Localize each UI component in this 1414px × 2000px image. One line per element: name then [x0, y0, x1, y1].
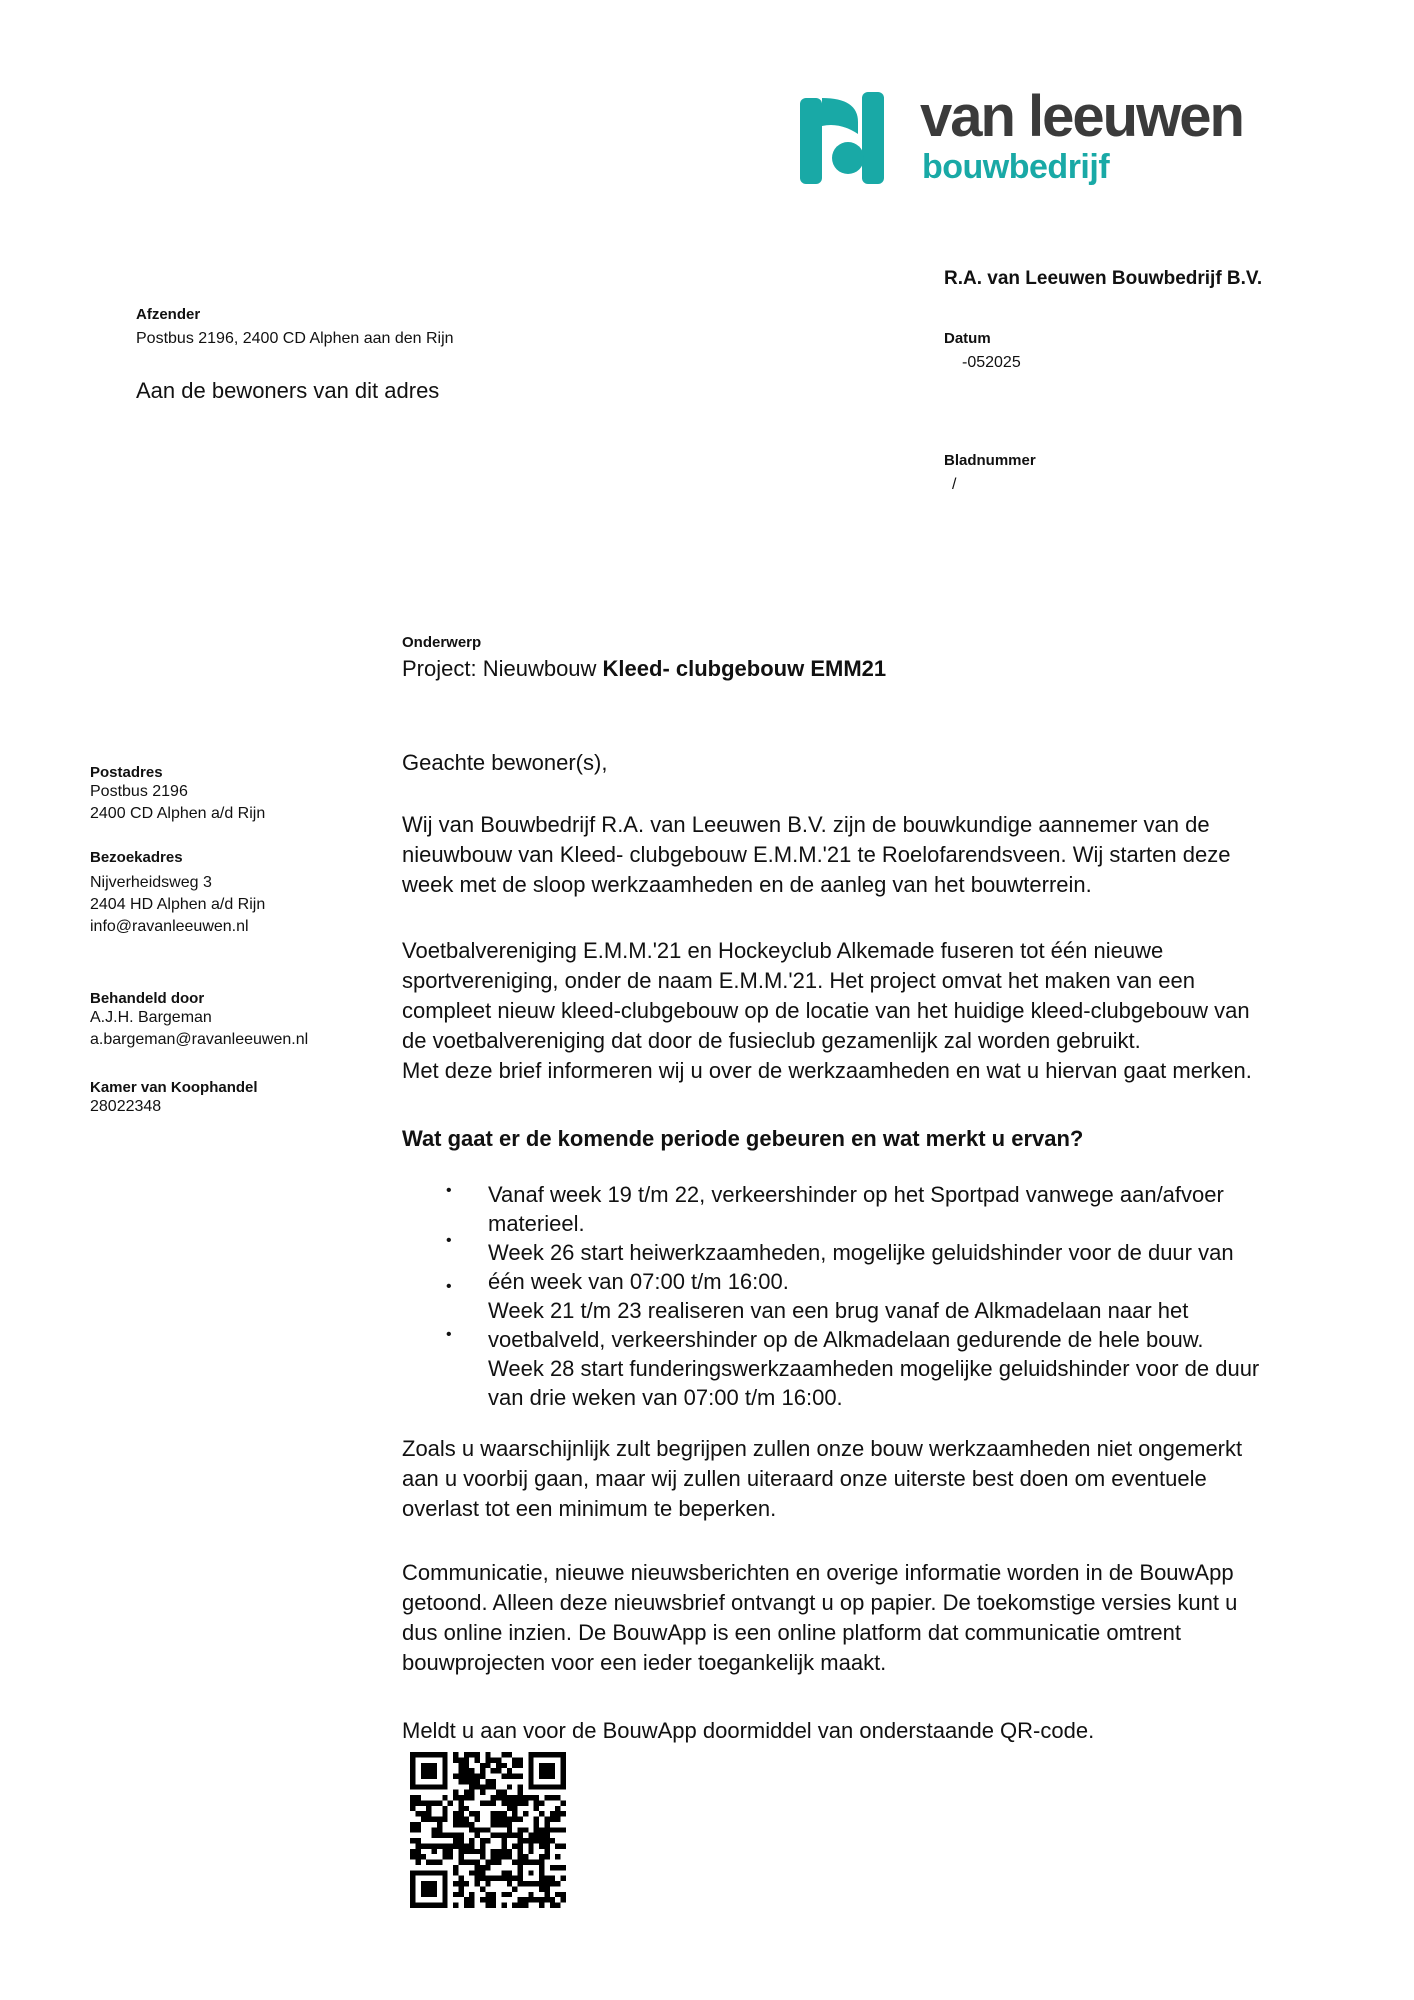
paragraph-line: dus online inzien. De BouwApp is een online platform dat communicatie omtrent	[402, 1620, 1181, 1645]
postadres-line: Postbus 2196	[90, 783, 188, 800]
bullet-line: Vanaf week 19 t/m 22, verkeershinder op het Sportpad vanwege aan/afvoer	[488, 1182, 1224, 1207]
bezoekadres-label: Bezoekadres	[90, 849, 183, 866]
paragraph-line: getoond. Alleen deze nieuwsbrief ontvangt u op papier. De toekomstige versies kunt u	[402, 1590, 1238, 1615]
subject-label: Onderwerp	[402, 634, 482, 651]
subject-prefix: Project: Nieuwbouw	[402, 656, 603, 681]
paragraph-line: week met de sloop werkzaamheden en de aanleg van het bouwterrein.	[402, 872, 1092, 897]
bullet-dot-icon: •	[446, 1278, 452, 1295]
kvk-label: Kamer van Koophandel	[90, 1079, 258, 1096]
paragraph-line: de voetbalvereniging dat door de fusieclub gezamenlijk zal worden gebruikt.	[402, 1028, 1141, 1053]
postadres-label: Postadres	[90, 764, 163, 781]
bullet-line: één week van 07:00 t/m 16:00.	[488, 1269, 789, 1294]
paragraph-overlast	[402, 1434, 1362, 1524]
paragraph-line: Communicatie, nieuwe nieuwsberichten en overige informatie worden in de BouwApp	[402, 1560, 1234, 1585]
paragraph-project	[402, 936, 1362, 1086]
paragraph-line: Voetbalvereniging E.M.M.'21 en Hockeyclub Alkemade fuseren tot één nieuwe	[402, 938, 1164, 963]
bullet-dot-icon: •	[446, 1326, 452, 1343]
paragraph-line: Zoals u waarschijnlijk zult begrijpen zullen onze bouw werkzaamheden niet ongemerkt	[402, 1436, 1243, 1461]
recipient: Aan de bewoners van dit adres	[136, 378, 440, 403]
bullet-line: Week 21 t/m 23 realiseren van een brug vanaf de Alkmadelaan naar het	[488, 1298, 1189, 1323]
bezoekadres-line: Nijverheidsweg 3	[90, 874, 212, 891]
sender-label: Afzender	[136, 306, 201, 323]
bullet-list	[488, 1180, 1368, 1412]
bullet-line: van drie weken van 07:00 t/m 16:00.	[488, 1385, 843, 1410]
behandeld-name: A.J.H. Bargeman	[90, 1009, 212, 1026]
paragraph-line: Met deze brief informeren wij u over de werkzaamheden en wat u hiervan gaat merken.	[402, 1058, 1252, 1083]
company-logo-icon	[800, 92, 902, 184]
bullet-line: voetbalveld, verkeershinder op de Alkmadelaan gedurende de hele bouw.	[488, 1327, 1204, 1352]
paragraph-line: sportvereniging, onder de naam E.M.M.'21. Het project omvat het maken van een	[402, 968, 1195, 993]
bladnummer-value: /	[952, 476, 957, 493]
paragraph-line: overlast tot een minimum te beperken.	[402, 1496, 777, 1521]
qr-code-icon[interactable]	[410, 1752, 566, 1908]
subject-bold: Kleed- clubgebouw EMM21	[602, 656, 887, 681]
salutation: Geachte bewoner(s),	[402, 750, 608, 775]
logo-wordmark: van leeuwen	[920, 84, 1243, 149]
datum-label: Datum	[944, 330, 991, 347]
paragraph-line: Wij van Bouwbedrijf R.A. van Leeuwen B.V. zijn de bouwkundige aannemer van de	[402, 812, 1210, 837]
email-link[interactable]: info@ravanleeuwen.nl	[90, 918, 249, 935]
bullet-dot-icon: •	[446, 1232, 452, 1249]
paragraph-bouwapp	[402, 1558, 1362, 1678]
bullet-line: Week 26 start heiwerkzaamheden, mogelijke geluidshinder voor de duur van	[488, 1240, 1234, 1265]
behandeld-email-link[interactable]: a.bargeman@ravanleeuwen.nl	[90, 1031, 309, 1048]
datum-value: -052025	[962, 354, 1021, 371]
paragraph-line: bouwprojecten voor een ieder toegankelijk maakt.	[402, 1650, 887, 1675]
bullet-line: Week 28 start funderingswerkzaamheden mogelijke geluidshinder voor de duur	[488, 1356, 1260, 1381]
sidebar-contact	[90, 764, 350, 1118]
company-name: R.A. van Leeuwen Bouwbedrijf B.V.	[944, 268, 1263, 289]
bezoekadres-line: 2404 HD Alphen a/d Rijn	[90, 896, 266, 913]
bullet-dot-icon: •	[446, 1182, 452, 1199]
behandeld-label: Behandeld door	[90, 990, 205, 1007]
logo-tagline: bouwbedrijf	[922, 148, 1110, 186]
paragraph-qr-instruction: Meldt u aan voor de BouwApp doormiddel van onderstaande QR-code.	[402, 1718, 1095, 1743]
paragraph-line: aan u voorbij gaan, maar wij zullen uiteraard onze uiterste best doen om eventuele	[402, 1466, 1207, 1491]
paragraph-line: compleet nieuw kleed-clubgebouw op de locatie van het huidige kleed-clubgebouw van	[402, 998, 1250, 1023]
kvk-value: 28022348	[90, 1098, 162, 1115]
bullet-line: materieel.	[488, 1211, 585, 1236]
postadres-line: 2400 CD Alphen a/d Rijn	[90, 805, 266, 822]
section-heading: Wat gaat er de komende periode gebeuren en wat merkt u ervan?	[402, 1126, 1084, 1151]
subject-line	[402, 656, 886, 682]
paragraph-line: nieuwbouw van Kleed- clubgebouw E.M.M.'21 te Roelofarendsveen. Wij starten deze	[402, 842, 1231, 867]
paragraph-intro	[402, 810, 1342, 900]
sender-address: Postbus 2196, 2400 CD Alphen aan den Rijn	[136, 330, 454, 347]
bladnummer-label: Bladnummer	[944, 452, 1036, 469]
